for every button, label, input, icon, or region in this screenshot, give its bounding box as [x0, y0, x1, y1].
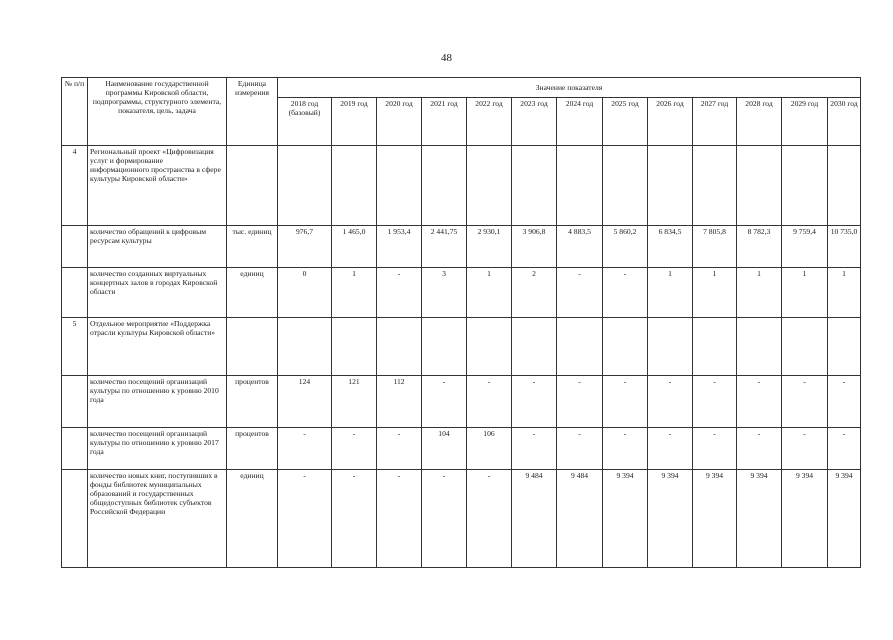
header-values: Значение показателя — [278, 78, 861, 98]
value-cell: - — [693, 376, 737, 428]
value-cell — [782, 146, 828, 226]
value-cell — [693, 146, 737, 226]
value-cell — [377, 146, 422, 226]
value-cell — [467, 318, 512, 376]
row-name: количество обращений к цифровым ресурсам культуры — [88, 226, 227, 268]
row-index — [62, 428, 88, 470]
header-index: № п/п — [62, 78, 88, 146]
year-header-cell: 2026 год — [648, 98, 693, 146]
value-cell — [828, 146, 861, 226]
value-cell — [332, 146, 377, 226]
value-cell: 9 394 — [648, 470, 693, 568]
year-header-cell: 2023 год — [512, 98, 557, 146]
value-cell — [278, 318, 332, 376]
year-header-cell: 2021 год — [422, 98, 467, 146]
value-cell: - — [782, 376, 828, 428]
year-header-cell: 2018 год (базовый) — [278, 98, 332, 146]
row-index: 5 — [62, 318, 88, 376]
value-cell — [737, 146, 782, 226]
value-cell — [557, 146, 603, 226]
value-cell: 1 — [693, 268, 737, 318]
year-header-cell: 2019 год — [332, 98, 377, 146]
row-index — [62, 268, 88, 318]
value-cell: 6 834,5 — [648, 226, 693, 268]
value-cell: - — [377, 268, 422, 318]
year-header-cell: 2027 год — [693, 98, 737, 146]
row-unit: процентов — [227, 376, 278, 428]
value-cell: 1 465,0 — [332, 226, 377, 268]
value-cell: - — [828, 376, 861, 428]
row-unit: единиц — [227, 268, 278, 318]
page-number: 48 — [441, 52, 452, 64]
year-header-cell: 2030 год — [828, 98, 861, 146]
value-cell: 106 — [467, 428, 512, 470]
table-row — [62, 428, 861, 470]
value-cell: 976,7 — [278, 226, 332, 268]
value-cell: - — [377, 470, 422, 568]
value-cell: 104 — [422, 428, 467, 470]
value-cell: 3 906,8 — [512, 226, 557, 268]
value-cell: 2 930,1 — [467, 226, 512, 268]
row-index — [62, 470, 88, 568]
table-row — [62, 226, 861, 268]
value-cell: 3 — [422, 268, 467, 318]
table-body — [62, 146, 861, 568]
value-cell — [278, 146, 332, 226]
value-cell: 9 394 — [693, 470, 737, 568]
row-unit: процентов — [227, 428, 278, 470]
row-unit — [227, 146, 278, 226]
year-header-cell: 2028 год — [737, 98, 782, 146]
year-header-cell: 2029 год — [782, 98, 828, 146]
row-name: Отдельное мероприятие «Поддержка отрасли культуры Кировской области» — [88, 318, 227, 376]
value-cell: 1 — [467, 268, 512, 318]
table-row — [62, 376, 861, 428]
value-cell — [557, 318, 603, 376]
value-cell — [377, 318, 422, 376]
value-cell: - — [557, 428, 603, 470]
value-cell: 1 — [782, 268, 828, 318]
table-row — [62, 268, 861, 318]
year-header-cell: 2022 год — [467, 98, 512, 146]
value-cell: 8 782,3 — [737, 226, 782, 268]
value-cell: 0 — [278, 268, 332, 318]
value-cell: - — [603, 376, 648, 428]
row-name: Региональный проект «Цифровизация услуг и формирование информационного пространства в сфере культуры Кировской области» — [88, 146, 227, 226]
value-cell: 9 394 — [782, 470, 828, 568]
value-cell: 9 759,4 — [782, 226, 828, 268]
table-row — [62, 318, 861, 376]
value-cell: - — [737, 376, 782, 428]
row-index — [62, 376, 88, 428]
value-cell: - — [332, 428, 377, 470]
value-cell — [693, 318, 737, 376]
year-header-cell: 2020 год — [377, 98, 422, 146]
value-cell: 1 — [737, 268, 782, 318]
value-cell: - — [278, 470, 332, 568]
row-unit — [227, 318, 278, 376]
value-cell: - — [278, 428, 332, 470]
header-name: Наименование государственной программы Кировской области, подпрограммы, структурного элемента, показателя, цель, задача — [88, 78, 227, 146]
value-cell: - — [557, 268, 603, 318]
value-cell: 112 — [377, 376, 422, 428]
value-cell — [512, 146, 557, 226]
value-cell: 1 — [648, 268, 693, 318]
value-cell: 9 484 — [512, 470, 557, 568]
value-cell: 124 — [278, 376, 332, 428]
value-cell: 9 394 — [603, 470, 648, 568]
value-cell: - — [377, 428, 422, 470]
value-cell — [782, 318, 828, 376]
header-unit: Единица измерения — [227, 78, 278, 146]
value-cell: - — [737, 428, 782, 470]
year-header-cell: 2025 год — [603, 98, 648, 146]
value-cell: 9 484 — [557, 470, 603, 568]
row-index: 4 — [62, 146, 88, 226]
table-row — [62, 470, 861, 568]
value-cell: - — [603, 268, 648, 318]
row-name: количество посещений организаций культуры по отношению к уровню 2017 года — [88, 428, 227, 470]
row-name: количество новых книг, поступивших в фонды библиотек муниципальных образований и государственных общедоступных библиотек субъектов Российской Федерации — [88, 470, 227, 568]
table-row — [62, 146, 861, 226]
value-cell: - — [557, 376, 603, 428]
value-cell: 121 — [332, 376, 377, 428]
row-name: количество посещений организаций культуры по отношению к уровню 2010 года — [88, 376, 227, 428]
row-unit: тыс. единиц — [227, 226, 278, 268]
value-cell: - — [467, 470, 512, 568]
value-cell: 7 805,8 — [693, 226, 737, 268]
value-cell: 4 883,5 — [557, 226, 603, 268]
row-unit: единиц — [227, 470, 278, 568]
value-cell: 1 — [828, 268, 861, 318]
value-cell: 1 — [332, 268, 377, 318]
value-cell: 9 394 — [737, 470, 782, 568]
value-cell — [737, 318, 782, 376]
value-cell — [512, 318, 557, 376]
value-cell: 1 953,4 — [377, 226, 422, 268]
value-cell: - — [648, 376, 693, 428]
row-index — [62, 226, 88, 268]
value-cell: 9 394 — [828, 470, 861, 568]
row-name: количество созданных виртуальных концертных залов в городах Кировской области — [88, 268, 227, 318]
value-cell — [828, 318, 861, 376]
value-cell: - — [828, 428, 861, 470]
value-cell: - — [512, 428, 557, 470]
value-cell — [467, 146, 512, 226]
value-cell: - — [512, 376, 557, 428]
value-cell — [648, 318, 693, 376]
year-header-cell: 2024 год — [557, 98, 603, 146]
value-cell — [603, 146, 648, 226]
value-cell: - — [332, 470, 377, 568]
value-cell: - — [467, 376, 512, 428]
value-cell — [648, 146, 693, 226]
value-cell: - — [782, 428, 828, 470]
value-cell: 2 441,75 — [422, 226, 467, 268]
value-cell: - — [422, 376, 467, 428]
value-cell: 5 860,2 — [603, 226, 648, 268]
value-cell — [332, 318, 377, 376]
value-cell — [603, 318, 648, 376]
indicators-table — [61, 77, 861, 568]
value-cell: - — [693, 428, 737, 470]
value-cell — [422, 146, 467, 226]
value-cell: - — [422, 470, 467, 568]
value-cell: - — [648, 428, 693, 470]
value-cell: 10 735,0 — [828, 226, 861, 268]
value-cell: - — [603, 428, 648, 470]
value-cell — [422, 318, 467, 376]
value-cell: 2 — [512, 268, 557, 318]
